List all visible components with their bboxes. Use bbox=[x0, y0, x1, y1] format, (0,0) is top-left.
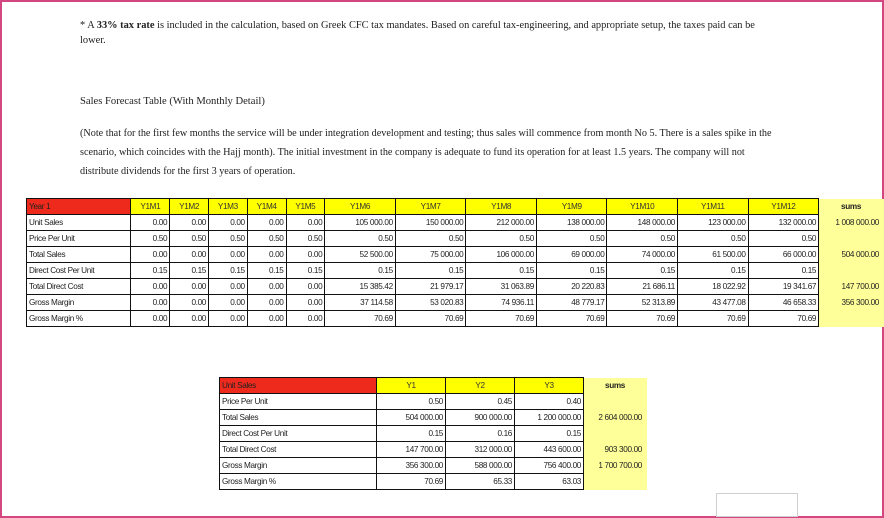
table-corner-label: Year 1 bbox=[27, 199, 131, 215]
table-cell: 588 000.00 bbox=[446, 458, 515, 474]
table-cell: 63.03 bbox=[515, 474, 584, 490]
table-cell: 0.45 bbox=[446, 394, 515, 410]
table-cell: 0.15 bbox=[748, 263, 819, 279]
table-cell: 312 000.00 bbox=[446, 442, 515, 458]
table-cell: 0.50 bbox=[208, 231, 247, 247]
table-cell: 70.69 bbox=[395, 311, 466, 327]
table-cell: 20 220.83 bbox=[536, 279, 607, 295]
table-row bbox=[220, 426, 647, 442]
month-header: Y1M1 bbox=[131, 199, 170, 215]
table-cell: 52 500.00 bbox=[325, 247, 396, 263]
table-cell: 0.50 bbox=[131, 231, 170, 247]
row-label: Direct Cost Per Unit bbox=[27, 263, 131, 279]
table-cell: 1 200 000.00 bbox=[515, 410, 584, 426]
table-cell: 0.00 bbox=[247, 279, 286, 295]
table-cell: 48 779.17 bbox=[536, 295, 607, 311]
table-header-row bbox=[220, 378, 647, 394]
table-corner-label: Unit Sales bbox=[220, 378, 377, 394]
table-cell: 0.00 bbox=[247, 215, 286, 231]
table-cell: 0.00 bbox=[286, 247, 325, 263]
table-cell: 0.00 bbox=[131, 295, 170, 311]
table-cell: 0.15 bbox=[170, 263, 209, 279]
table-cell: 123 000.00 bbox=[678, 215, 749, 231]
table-cell: 0.00 bbox=[170, 295, 209, 311]
month-header: Y1M10 bbox=[607, 199, 678, 215]
row-sum bbox=[584, 426, 647, 442]
table-cell: 443 600.00 bbox=[515, 442, 584, 458]
row-label: Gross Margin bbox=[27, 295, 131, 311]
table-cell: 70.69 bbox=[607, 311, 678, 327]
table-cell: 19 341.67 bbox=[748, 279, 819, 295]
row-label: Direct Cost Per Unit bbox=[220, 426, 377, 442]
table-cell: 0.00 bbox=[170, 279, 209, 295]
table-row bbox=[27, 295, 884, 311]
tax-rate-label: tax rate bbox=[117, 20, 155, 31]
table-row bbox=[220, 394, 647, 410]
table-cell: 0.00 bbox=[208, 295, 247, 311]
table-cell: 212 000.00 bbox=[466, 215, 537, 231]
table-cell: 0.15 bbox=[678, 263, 749, 279]
table-cell: 0.50 bbox=[377, 394, 446, 410]
table-cell: 0.15 bbox=[395, 263, 466, 279]
tax-note-paragraph bbox=[80, 18, 760, 48]
table-cell: 0.15 bbox=[536, 263, 607, 279]
table-cell: 0.15 bbox=[131, 263, 170, 279]
table-row bbox=[220, 458, 647, 474]
table-cell: 66 000.00 bbox=[748, 247, 819, 263]
table-cell: 37 114.58 bbox=[325, 295, 396, 311]
table-cell: 0.50 bbox=[395, 231, 466, 247]
table-cell: 105 000.00 bbox=[325, 215, 396, 231]
row-sum bbox=[819, 311, 884, 327]
table-cell: 21 979.17 bbox=[395, 279, 466, 295]
yearly-forecast-table bbox=[219, 377, 647, 490]
table-cell: 70.69 bbox=[536, 311, 607, 327]
table-cell: 150 000.00 bbox=[395, 215, 466, 231]
table-cell: 0.15 bbox=[377, 426, 446, 442]
forecast-note-paragraph: (Note that for the first few months the service will be under integration development and testing; thus sales will commence from month No 5. There is a sales spike in the scenario, which coincides with the Hajj month). The initial investment in the company is adequate to fund its operation for at least 1.5 years. The company will not distribute dividends for the first 3 years of operation. bbox=[80, 128, 772, 177]
table-cell: 70.69 bbox=[748, 311, 819, 327]
table-row bbox=[27, 311, 884, 327]
table-cell: 0.00 bbox=[286, 215, 325, 231]
month-header: Y1M3 bbox=[208, 199, 247, 215]
row-label: Total Sales bbox=[220, 410, 377, 426]
table-cell: 70.69 bbox=[678, 311, 749, 327]
table-row bbox=[27, 247, 884, 263]
table-cell: 70.69 bbox=[466, 311, 537, 327]
table-cell: 0.00 bbox=[286, 279, 325, 295]
table-row bbox=[27, 279, 884, 295]
year-header: Y3 bbox=[515, 378, 584, 394]
table-cell: 0.00 bbox=[208, 215, 247, 231]
table-cell: 0.00 bbox=[247, 311, 286, 327]
row-label: Unit Sales bbox=[27, 215, 131, 231]
table-cell: 75 000.00 bbox=[395, 247, 466, 263]
row-label: Gross Margin % bbox=[27, 311, 131, 327]
row-label: Price Per Unit bbox=[27, 231, 131, 247]
table-cell: 70.69 bbox=[325, 311, 396, 327]
table-cell: 31 063.89 bbox=[466, 279, 537, 295]
table-cell: 0.15 bbox=[325, 263, 396, 279]
row-label: Gross Margin bbox=[220, 458, 377, 474]
table-cell: 0.00 bbox=[131, 279, 170, 295]
table-cell: 0.00 bbox=[131, 247, 170, 263]
table-cell: 0.50 bbox=[247, 231, 286, 247]
month-header: Y1M9 bbox=[536, 199, 607, 215]
page-number-placeholder bbox=[753, 499, 755, 508]
table-cell: 138 000.00 bbox=[536, 215, 607, 231]
table-cell: 74 936.11 bbox=[466, 295, 537, 311]
table-cell: 0.00 bbox=[131, 215, 170, 231]
month-header: Y1M11 bbox=[678, 199, 749, 215]
table-cell: 756 400.00 bbox=[515, 458, 584, 474]
sums-header: sums bbox=[584, 378, 647, 394]
table-cell: 900 000.00 bbox=[446, 410, 515, 426]
tax-note-prefix: * A bbox=[80, 20, 97, 31]
table-cell: 132 000.00 bbox=[748, 215, 819, 231]
table-cell: 0.50 bbox=[678, 231, 749, 247]
tax-rate-value: 33% bbox=[96, 20, 118, 31]
table-cell: 0.00 bbox=[170, 215, 209, 231]
table-cell: 0.50 bbox=[466, 231, 537, 247]
row-sum: 356 300.00 bbox=[819, 295, 884, 311]
table-cell: 0.50 bbox=[170, 231, 209, 247]
row-sum bbox=[584, 474, 647, 490]
table-cell: 15 385.42 bbox=[325, 279, 396, 295]
table-row bbox=[27, 263, 884, 279]
table-cell: 0.15 bbox=[286, 263, 325, 279]
table-cell: 0.50 bbox=[607, 231, 678, 247]
table-cell: 18 022.92 bbox=[678, 279, 749, 295]
table-row bbox=[27, 231, 884, 247]
month-header: Y1M8 bbox=[466, 199, 537, 215]
section-heading: Sales Forecast Table (With Monthly Detail) bbox=[80, 96, 265, 107]
row-sum: 147 700.00 bbox=[819, 279, 884, 295]
table-cell: 0.00 bbox=[170, 247, 209, 263]
month-header: Y1M12 bbox=[748, 199, 819, 215]
month-header: Y1M5 bbox=[286, 199, 325, 215]
monthly-forecast-table bbox=[26, 198, 884, 327]
table-cell: 0.16 bbox=[446, 426, 515, 442]
table-cell: 0.00 bbox=[208, 247, 247, 263]
table-cell: 0.00 bbox=[208, 279, 247, 295]
row-label: Total Direct Cost bbox=[220, 442, 377, 458]
table-cell: 0.15 bbox=[515, 426, 584, 442]
table-row bbox=[220, 410, 647, 426]
month-header: Y1M2 bbox=[170, 199, 209, 215]
table-cell: 0.00 bbox=[286, 295, 325, 311]
page-number-box bbox=[716, 493, 798, 517]
table-cell: 46 658.33 bbox=[748, 295, 819, 311]
table-cell: 70.69 bbox=[377, 474, 446, 490]
row-sum: 903 300.00 bbox=[584, 442, 647, 458]
month-header: Y1M7 bbox=[395, 199, 466, 215]
table-header-row bbox=[27, 199, 884, 215]
table-row bbox=[27, 215, 884, 231]
table-cell: 0.00 bbox=[247, 247, 286, 263]
tax-note-text: is included in the calculation, based on Greek CFC tax mandates. Based on careful tax-engineering, and appropriate setup, the taxes paid can be lower. bbox=[80, 20, 755, 46]
table-cell: 0.00 bbox=[131, 311, 170, 327]
table-cell: 106 000.00 bbox=[466, 247, 537, 263]
table-cell: 0.15 bbox=[208, 263, 247, 279]
month-header: Y1M4 bbox=[247, 199, 286, 215]
row-sum: 504 000.00 bbox=[819, 247, 884, 263]
row-sum: 1 008 000.00 bbox=[819, 215, 884, 231]
year-header: Y1 bbox=[377, 378, 446, 394]
row-label: Price Per Unit bbox=[220, 394, 377, 410]
table-cell: 53 020.83 bbox=[395, 295, 466, 311]
table-cell: 52 313.89 bbox=[607, 295, 678, 311]
table-row bbox=[220, 474, 647, 490]
year-header: Y2 bbox=[446, 378, 515, 394]
table-cell: 0.50 bbox=[325, 231, 396, 247]
row-sum bbox=[819, 231, 884, 247]
row-sum bbox=[584, 394, 647, 410]
row-sum: 2 604 000.00 bbox=[584, 410, 647, 426]
table-cell: 74 000.00 bbox=[607, 247, 678, 263]
table-cell: 0.15 bbox=[466, 263, 537, 279]
table-cell: 0.00 bbox=[247, 295, 286, 311]
table-cell: 148 000.00 bbox=[607, 215, 678, 231]
row-label: Gross Margin % bbox=[220, 474, 377, 490]
table-cell: 0.50 bbox=[286, 231, 325, 247]
table-cell: 0.40 bbox=[515, 394, 584, 410]
table-cell: 61 500.00 bbox=[678, 247, 749, 263]
table-cell: 0.00 bbox=[208, 311, 247, 327]
table-cell: 0.15 bbox=[247, 263, 286, 279]
table-cell: 504 000.00 bbox=[377, 410, 446, 426]
table-cell: 356 300.00 bbox=[377, 458, 446, 474]
row-sum bbox=[819, 263, 884, 279]
row-sum: 1 700 700.00 bbox=[584, 458, 647, 474]
table-cell: 0.50 bbox=[748, 231, 819, 247]
table-cell: 0.15 bbox=[607, 263, 678, 279]
table-row bbox=[220, 442, 647, 458]
table-cell: 0.00 bbox=[286, 311, 325, 327]
sums-header: sums bbox=[819, 199, 884, 215]
table-cell: 69 000.00 bbox=[536, 247, 607, 263]
table-cell: 147 700.00 bbox=[377, 442, 446, 458]
table-cell: 21 686.11 bbox=[607, 279, 678, 295]
row-label: Total Direct Cost bbox=[27, 279, 131, 295]
table-cell: 0.00 bbox=[170, 311, 209, 327]
table-cell: 43 477.08 bbox=[678, 295, 749, 311]
month-header: Y1M6 bbox=[325, 199, 396, 215]
row-label: Total Sales bbox=[27, 247, 131, 263]
table-cell: 0.50 bbox=[536, 231, 607, 247]
table-cell: 65.33 bbox=[446, 474, 515, 490]
